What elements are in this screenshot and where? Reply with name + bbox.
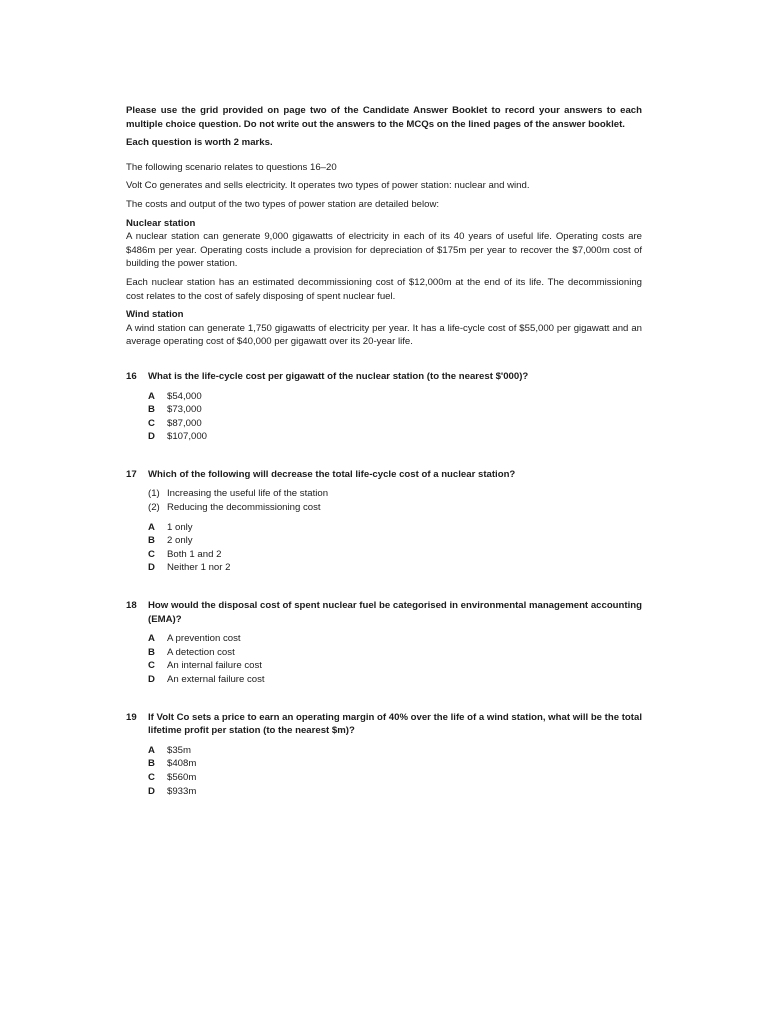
question-17 (126, 468, 642, 575)
option-text: An external failure cost (167, 674, 265, 685)
option-c[interactable] (148, 771, 642, 785)
question-stem (126, 370, 642, 384)
exam-page (126, 104, 642, 798)
option-text: $54,000 (167, 390, 202, 402)
instructions-text: Please use the grid provided on page two of the Candidate Answer Booklet to record your answers to each multiple choice question. Do not write out the answers to the MCQs on the lined pages of the answer booklet. (126, 105, 642, 130)
question-18 (126, 599, 642, 687)
option-text: $408m (167, 758, 197, 770)
option-letter: D (148, 674, 155, 685)
option-text: 2 only (167, 535, 193, 547)
option-letter: D (148, 431, 155, 443)
option-letter: A (148, 633, 155, 645)
statement-number: (2) (148, 502, 160, 514)
option-letter: A (148, 521, 155, 533)
question-text: How would the disposal cost of spent nuclear fuel be categorised in environmental management accounting (EMA)? (148, 600, 642, 625)
answer-options (148, 744, 642, 798)
option-letter: B (148, 646, 155, 658)
statement-text: Increasing the useful life of the station (167, 488, 329, 500)
question-number: 17 (126, 468, 137, 480)
option-text: $87,000 (167, 417, 202, 429)
option-letter: C (148, 660, 155, 672)
answer-options (148, 521, 642, 575)
option-d[interactable] (148, 785, 642, 799)
option-letter: A (148, 744, 155, 756)
option-b[interactable] (148, 646, 642, 660)
question-16 (126, 370, 642, 444)
option-letter: A (148, 390, 155, 402)
nuclear-paragraph-1: A nuclear station can generate 9,000 gigawatts of electricity in each of its 40 years of useful life. Operating costs are $486m per year. Operating costs include a provision for depreciation of $175m per year to recover the $7,000m cost of building the power station. (126, 231, 642, 270)
option-text: Both 1 and 2 (167, 548, 222, 560)
option-d[interactable] (148, 430, 642, 444)
option-text: $933m (167, 785, 197, 797)
option-b[interactable] (148, 534, 642, 548)
statement-1 (148, 487, 642, 501)
answer-options (148, 632, 642, 686)
option-text: A detection cost (167, 646, 235, 658)
question-number: 18 (126, 600, 137, 612)
option-text: $107,000 (167, 431, 208, 443)
option-letter: D (148, 785, 155, 797)
option-a[interactable] (148, 390, 642, 404)
question-stem (126, 711, 642, 738)
option-text: $560m (167, 771, 197, 783)
option-letter: B (148, 404, 155, 416)
option-b[interactable] (148, 757, 642, 771)
question-stem (126, 468, 642, 482)
statement-text: Reducing the decommissioning cost (167, 502, 321, 514)
option-text: An internal failure cost (167, 660, 262, 672)
option-text: Neither 1 nor 2 (167, 562, 231, 574)
question-text: What is the life-cycle cost per gigawatt of the nuclear station (to the nearest $'000)? (148, 370, 529, 382)
option-text: 1 only (167, 521, 193, 533)
option-a[interactable] (148, 632, 642, 646)
option-c[interactable] (148, 659, 642, 673)
scenario-costs-intro: The costs and output of the two types of power station are detailed below: (126, 198, 440, 210)
question-number: 16 (126, 370, 137, 382)
option-text: A prevention cost (167, 633, 241, 645)
wind-heading: Wind station (126, 309, 184, 321)
option-letter: C (148, 548, 155, 560)
answer-options (148, 390, 642, 444)
question-stem (126, 599, 642, 626)
wind-paragraph-1: A wind station can generate 1,750 gigawatts of electricity per year. It has a life-cycle cost of $55,000 per gigawatt and an average operating cost of $40,000 per gigawatt over its 20-year life. (126, 322, 642, 348)
nuclear-heading: Nuclear station (126, 217, 196, 229)
option-a[interactable] (148, 521, 642, 535)
scenario-intro: Volt Co generates and sells electricity. It operates two types of power station: nuclear and wind. (126, 180, 530, 192)
question-text: If Volt Co sets a price to earn an operating margin of 40% over the life of a wind station, what will be the total lifetime profit per station (to the nearest $m)? (148, 711, 642, 737)
option-d[interactable] (148, 561, 642, 575)
nuclear-paragraph-2: Each nuclear station has an estimated decommissioning cost of $12,000m at the end of its life. The decommissioning cost relates to the cost of safely disposing of spent nuclear fuel. (126, 276, 642, 302)
option-letter: B (148, 758, 155, 770)
option-c[interactable] (148, 417, 642, 431)
question-19 (126, 711, 642, 799)
question-text: Which of the following will decrease the total life-cycle cost of a nuclear station? (148, 468, 516, 480)
option-text: $73,000 (167, 404, 202, 416)
option-letter: C (148, 417, 155, 429)
option-d[interactable] (148, 673, 642, 687)
option-letter: D (148, 562, 155, 574)
option-b[interactable] (148, 403, 642, 417)
option-c[interactable] (148, 548, 642, 562)
option-a[interactable] (148, 744, 642, 758)
question-number: 19 (126, 711, 137, 723)
option-letter: C (148, 771, 155, 783)
marks-note: Each question is worth 2 marks. (126, 137, 273, 149)
option-text: $35m (167, 744, 191, 756)
statement-2 (148, 501, 642, 515)
scenario-heading: The following scenario relates to questions 16–20 (126, 161, 337, 173)
option-letter: B (148, 535, 155, 547)
statement-number: (1) (148, 488, 160, 500)
